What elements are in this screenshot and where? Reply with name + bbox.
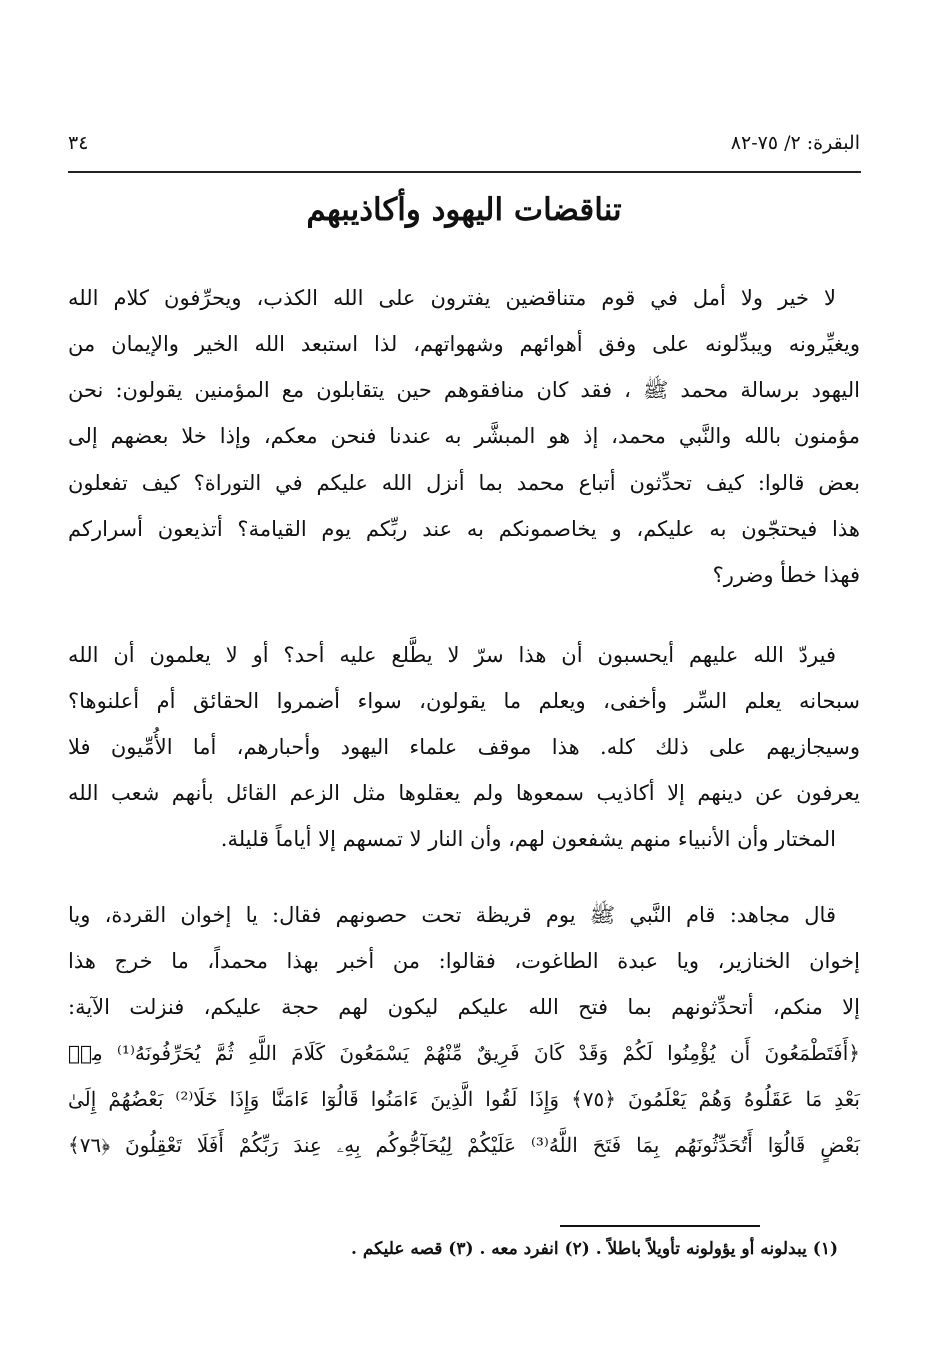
text-line: هذا فيحتجّون به عليكم، و يخاصمونكم به عند ربِّكم يوم القيامة؟ أتذيعون أسراركم <box>68 517 860 541</box>
page-title: تناقضات اليهود وأكاذيبهم <box>306 192 622 228</box>
text-line: إلا منكم، أتحدِّثونهم بما فتح الله عليكم ليكون لهم حجة عليكم، فنزلت الآية: <box>68 995 860 1019</box>
quran-verse-line: ﴿أَفَتَطْمَعُونَ أَن يُؤْمِنُوا لَكُمْ وَقَدْ كَانَ فَرِيقٌ مِّنْهُمْ يَسْمَعُونَ كَلَامَ اللَّهِ ثُمَّ يُحَرِّفُونَهُ⁽¹⁾ مِنۢ <box>68 1041 860 1065</box>
text-line: وسيجازيهم على ذلك كله. هذا موقف علماء اليهود وأحبارهم، أما الأُمِّيون فلا <box>68 735 860 759</box>
text-line: بعض قالوا: كيف تحدِّثون أتباع محمد بما أنزل الله عليكم في التوراة؟ كيف تفعلون <box>68 471 860 495</box>
text-line: لا خير ولا أمل في قوم متناقضين يفترون على الله الكذب، ويحرِّفون كلام الله <box>68 286 836 310</box>
text-line: سبحانه يعلم السِّر وأخفى، ويعلم ما يقولون، سواء أضمروا الحقائق أم أعلنوها؟ <box>68 689 860 713</box>
running-header <box>68 132 860 162</box>
quran-verse-line: بَعْضٍ قَالُوٓا أَتُحَدِّثُونَهُم بِمَا فَتَحَ اللَّهُ⁽³⁾ عَلَيْكُمْ لِيُحَآجُّوكُم بِهِۦ عِندَ رَبِّكُمْ أَفَلَا تَعْقِلُونَ ﴿٧٦﴾ <box>68 1133 860 1157</box>
text-line: ويغيِّرونه ويبدِّلونه على وفق أهوائهم وشهواتهم، لذا استبعد الله الخير والإيمان من <box>68 332 860 356</box>
text-line: مؤمنون بالله والنَّبي محمد، إذ هو المبشَّر به عندنا فنحن معكم، وإذا خلا بعضهم إلى <box>68 424 860 448</box>
footnotes: (١) يبدلونه أو يؤولونه تأويلاً باطلاً . (٢) انفرد معه . (٣) قصه عليكم . <box>351 1239 838 1259</box>
text-line: اليهود برسالة محمد ﷺ ، فقد كان منافقوهم حين يتقابلون مع المؤمنين يقولون: نحن <box>68 378 860 402</box>
footnote-rule <box>560 1225 760 1227</box>
header-rule <box>68 171 861 173</box>
text-line: فهذا خطأ وضرر؟ <box>712 563 860 587</box>
text-line: إخوان الخنازير، ويا عبدة الطاغوت، فقالوا: من أخبر بهذا محمداً، ما خرج هذا <box>68 949 860 973</box>
text-line: يعرفون عن دينهم إلا أكاذيب سمعوها ولم يعقلوها مثل الزعم القائل بأنهم شعب الله <box>68 781 860 805</box>
text-line: قال مجاهد: قام النَّبي ﷺ يوم قريظة تحت حصونهم فقال: يا إخوان القردة، ويا <box>68 903 836 927</box>
text-line: المختار وأن الأنبياء منهم يشفعون لهم، وأن النار لا تمسهم إلا أياماً قليلة. <box>220 827 836 851</box>
page-number: ٣٤ <box>68 132 89 154</box>
surah-reference: البقرة: ٢/ ٧٥-٨٢ <box>730 132 860 154</box>
text-line: فيردّ الله عليهم أيحسبون أن هذا سرّ لا يطَّلع عليه أحد؟ أو لا يعلمون أن الله <box>68 643 836 667</box>
quran-verse-line: بَعْدِ مَا عَقَلُوهُ وَهُمْ يَعْلَمُونَ ﴿٧٥﴾ وَإِذَا لَقُوا الَّذِينَ ءَامَنُوا قَالُوٓا ءَامَنَّا وَإِذَا خَلَا⁽²⁾ بَعْضُهُمْ إِلَىٰ <box>68 1087 860 1111</box>
